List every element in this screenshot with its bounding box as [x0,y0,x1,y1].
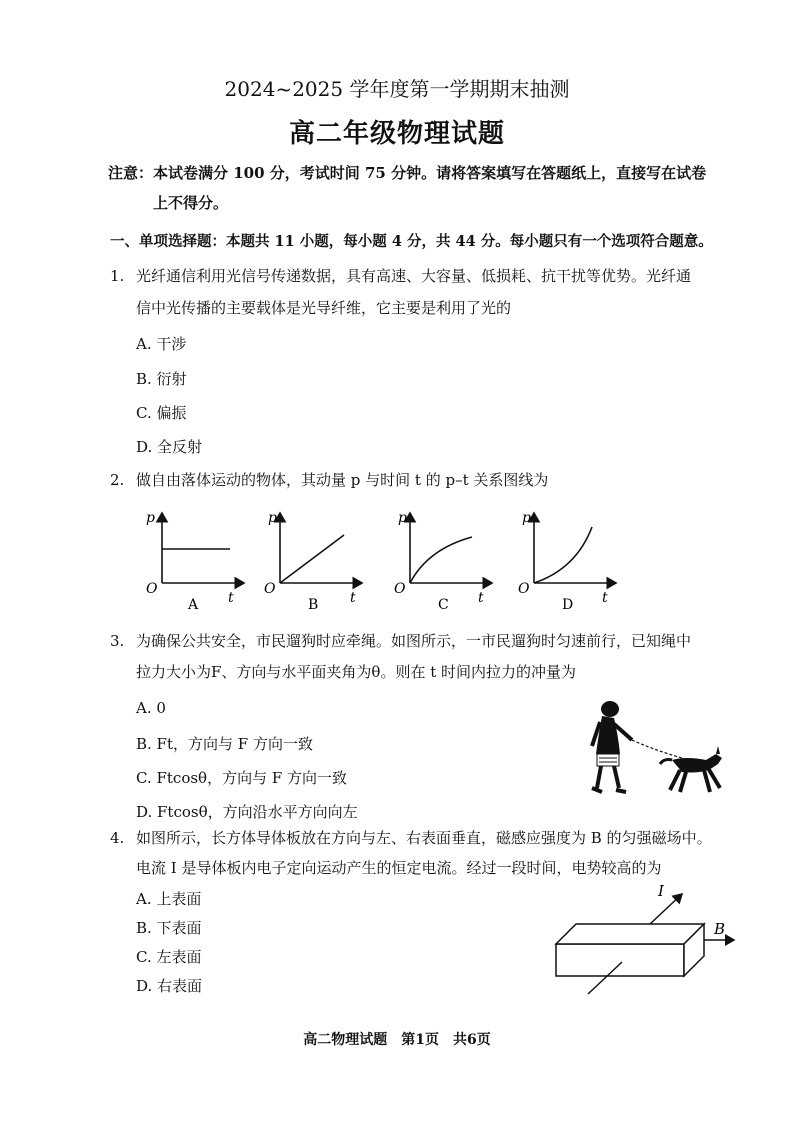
exam-title: 2024~2025 学年度第一学期期末抽测 [224,77,570,101]
q1-line-2: 信中光传播的主要载体是光导纤维，它主要是利用了光的 [136,299,512,317]
graph-a [140,505,250,615]
graph-b-xlabel: t [350,590,356,606]
q3-option-c: C. Ftcosθ，方向与 F 方向一致 [136,769,348,787]
graph-b [258,505,368,615]
graph-c-xlabel: t [478,590,484,606]
graph-b-label: B [308,597,319,613]
q2-stem: 做自由落体运动的物体，其动量 p 与时间 t 的 p–t 关系图线为 [136,471,549,489]
notice-line-2: 上不得分。 [153,194,229,212]
graph-a-label: A [188,597,199,613]
field-label: B [714,920,726,938]
subject-title: 高二年级物理试题 [288,119,505,149]
block-top-face [556,924,704,944]
dog-figure [660,746,722,792]
graph-d [512,505,622,615]
graph-d-curve [534,527,592,583]
leash [632,740,682,758]
q4-line-2: 电流 I 是导体板内电子定向运动产生的恒定电流。经过一段时间，电势较高的为 [136,859,662,877]
q4-option-a: A. 上表面 [136,890,202,908]
person-figure [592,701,632,792]
q3-line-1: 为确保公共安全，市民遛狗时应牵绳。如图所示，一市民遛狗时匀速前行，已知绳中 [136,632,692,650]
q4-line-1: 如图所示，长方体导体板放在方向与左、右表面垂直，磁感应强度为 B 的匀强磁场中。 [136,829,712,847]
q3-number: 3. [110,632,125,650]
graph-c-origin: O [394,581,406,597]
graph-b-origin: O [264,581,276,597]
q2-number: 2. [110,471,125,489]
page-footer: 高二物理试题 第1页 共6页 [303,1032,491,1048]
q1-option-b: B. 衍射 [136,370,187,388]
q4-option-b: B. 下表面 [136,919,202,937]
q3-line-2: 拉力大小为F、方向与水平面夹角为θ。则在 t 时间内拉力的冲量为 [136,663,577,681]
section-heading: 一、单项选择题：本题共 11 小题，每小题 4 分，共 44 分。每小题只有一个选项符合题意。 [110,233,713,250]
graph-a-xlabel: t [228,590,234,606]
graph-b-curve [280,535,344,583]
q4-number: 4. [110,829,125,847]
dog-walking-illustration [582,698,727,803]
q1-line-1: 光纤通信利用光信号传递数据，具有高速、大容量、低损耗、抗干扰等优势。光纤通 [136,267,692,285]
graph-a-origin: O [146,581,158,597]
q1-number: 1. [110,267,125,285]
q1-option-d: D. 全反射 [136,438,203,456]
graph-a-ylabel: p [146,510,155,526]
graph-c-ylabel: p [398,510,407,526]
graph-c-curve [410,537,472,583]
conductor-block-diagram [550,880,740,1000]
graph-c-label: C [438,597,449,613]
current-arrow [650,894,682,924]
graph-d-ylabel: p [522,510,531,526]
q3-option-a: A. 0 [136,699,166,717]
graph-b-ylabel: p [268,510,277,526]
q3-option-b: B. Ft，方向与 F 方向一致 [136,735,313,753]
q1-option-c: C. 偏振 [136,404,187,422]
q4-option-d: D. 右表面 [136,977,203,995]
current-label: I [658,882,664,900]
q3-option-d: D. Ftcosθ，方向沿水平方向向左 [136,803,358,821]
block-front-face [556,944,684,976]
q4-option-c: C. 左表面 [136,948,202,966]
graph-d-label: D [562,597,574,613]
graph-d-xlabel: t [602,590,608,606]
graph-c [388,505,498,615]
q1-option-a: A. 干涉 [136,335,187,353]
graph-d-origin: O [518,581,530,597]
notice-line-1: 注意：本试卷满分 100 分，考试时间 75 分钟。请将答案填写在答题纸上，直接写在试卷 [108,164,707,182]
